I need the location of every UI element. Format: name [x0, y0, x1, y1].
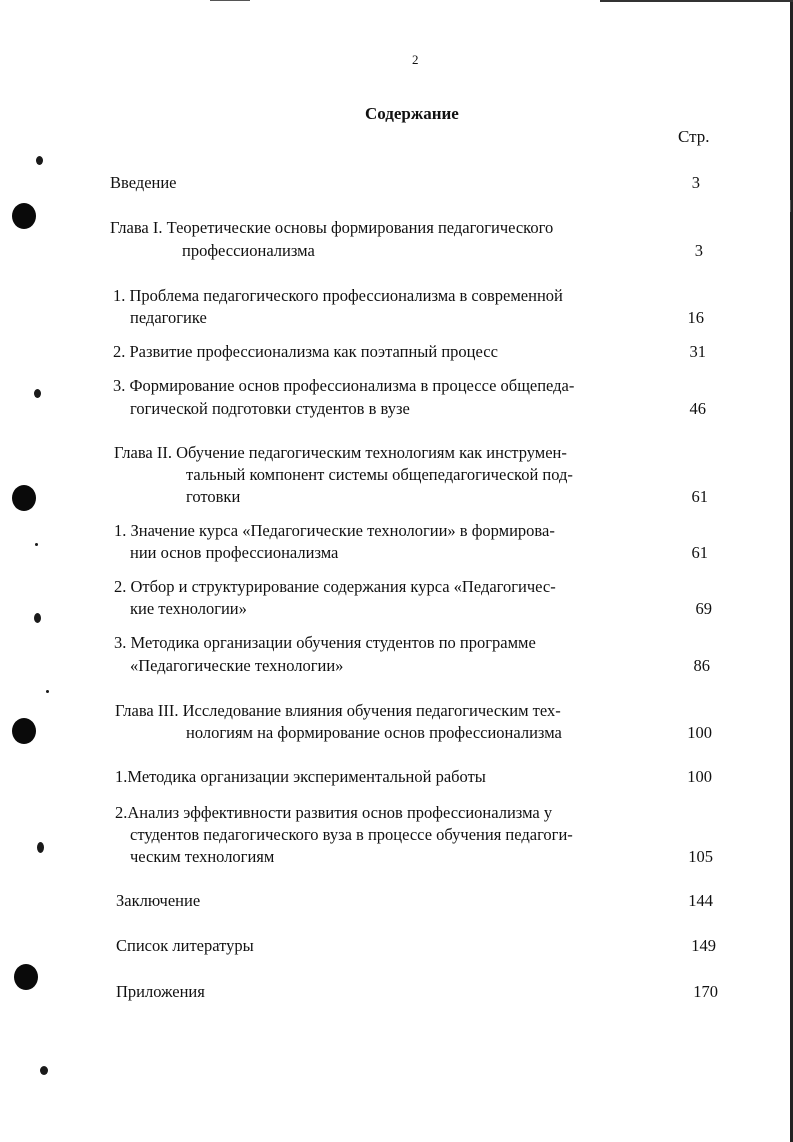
- toc-entry-text: тальный компонент системы общепедагогической под-: [186, 465, 573, 484]
- toc-entry-text: 3. Методика организации обучения студентов по программе: [114, 633, 536, 652]
- binder-hole: [12, 718, 36, 744]
- toc-entry-page-number: 100: [687, 767, 712, 786]
- toc-entry-page-number: 61: [691, 543, 708, 562]
- binder-hole: [12, 203, 36, 229]
- toc-entry-text: ческим технологиям: [130, 847, 275, 866]
- toc-entry-page-number: 3: [691, 173, 700, 192]
- toc-entry-text: нологиям на формирование основ профессионализма: [186, 723, 562, 742]
- binder-hole: [12, 485, 36, 511]
- toc-entry-text: Заключение: [116, 891, 201, 910]
- toc-entry-text: гогической подготовки студентов в вузе: [130, 399, 410, 418]
- scan-mark: [210, 0, 250, 1]
- toc-entry-text: Приложения: [116, 982, 205, 1001]
- page-title: Содержание: [365, 104, 459, 123]
- toc-entry-text: Глава III. Исследование влияния обучения педагогическим тех-: [115, 701, 561, 720]
- toc-entry-text: Глава I. Теоретические основы формирования педагогического: [110, 218, 554, 237]
- toc-entry-text: «Педагогические технологии»: [130, 656, 344, 675]
- scan-speck: [34, 613, 41, 623]
- toc-entry-text: профессионализма: [182, 241, 315, 260]
- toc-entry-page-number: 170: [693, 982, 718, 1001]
- toc-entry-text: 2. Развитие профессионализма как поэтапный процесс: [113, 342, 498, 361]
- toc-entry-page-number: 31: [689, 342, 706, 361]
- toc-entry-page-number: 100: [687, 723, 712, 742]
- toc-entry-text: готовки: [186, 487, 241, 506]
- scan-edge-top: [600, 0, 793, 2]
- page-column-header: Стр.: [678, 127, 710, 146]
- scan-speck: [46, 690, 49, 693]
- toc-entry-page-number: 46: [689, 399, 706, 418]
- scan-mark: [790, 200, 791, 212]
- toc-entry-page-number: 105: [688, 847, 713, 866]
- toc-entry-page-number: 149: [691, 936, 716, 955]
- toc-entry-text: нии основ профессионализма: [130, 543, 339, 562]
- toc-entry-text: 1. Значение курса «Педагогические технологии» в формирова-: [114, 521, 555, 540]
- toc-entry-text: 1.Методика организации экспериментальной работы: [115, 767, 486, 786]
- toc-entry-text: Список литературы: [116, 936, 254, 955]
- toc-entry-text: 2. Отбор и структурирование содержания курса «Педагогичес-: [114, 577, 556, 596]
- toc-entry-text: студентов педагогического вуза в процессе обучения педагоги-: [130, 825, 573, 844]
- toc-entry-text: Глава II. Обучение педагогическим технологиям как инструмен-: [114, 443, 567, 462]
- page-number: 2: [412, 52, 419, 67]
- scan-speck: [37, 842, 44, 853]
- scan-speck: [36, 156, 43, 165]
- toc-entry-page-number: 86: [693, 656, 710, 675]
- toc-entry-text: 2.Анализ эффективности развития основ профессионализма у: [115, 803, 553, 822]
- toc-entry-page-number: 16: [687, 308, 704, 327]
- scan-speck: [40, 1066, 48, 1075]
- toc-entry-text: педагогике: [130, 308, 207, 327]
- toc-entry-page-number: 61: [691, 487, 708, 506]
- binder-hole: [14, 964, 38, 990]
- toc-entry-page-number: 144: [688, 891, 713, 910]
- toc-entry-text: Введение: [110, 173, 177, 192]
- toc-entry-page-number: 3: [694, 241, 703, 260]
- scan-speck: [34, 389, 41, 398]
- toc-entry-text: 1. Проблема педагогического профессионализма в современной: [113, 286, 563, 305]
- toc-entry-page-number: 69: [695, 599, 712, 618]
- toc-entry-text: 3. Формирование основ профессионализма в процессе общепеда-: [113, 376, 575, 395]
- toc-entry-text: кие технологии»: [130, 599, 247, 618]
- scan-speck: [35, 543, 38, 546]
